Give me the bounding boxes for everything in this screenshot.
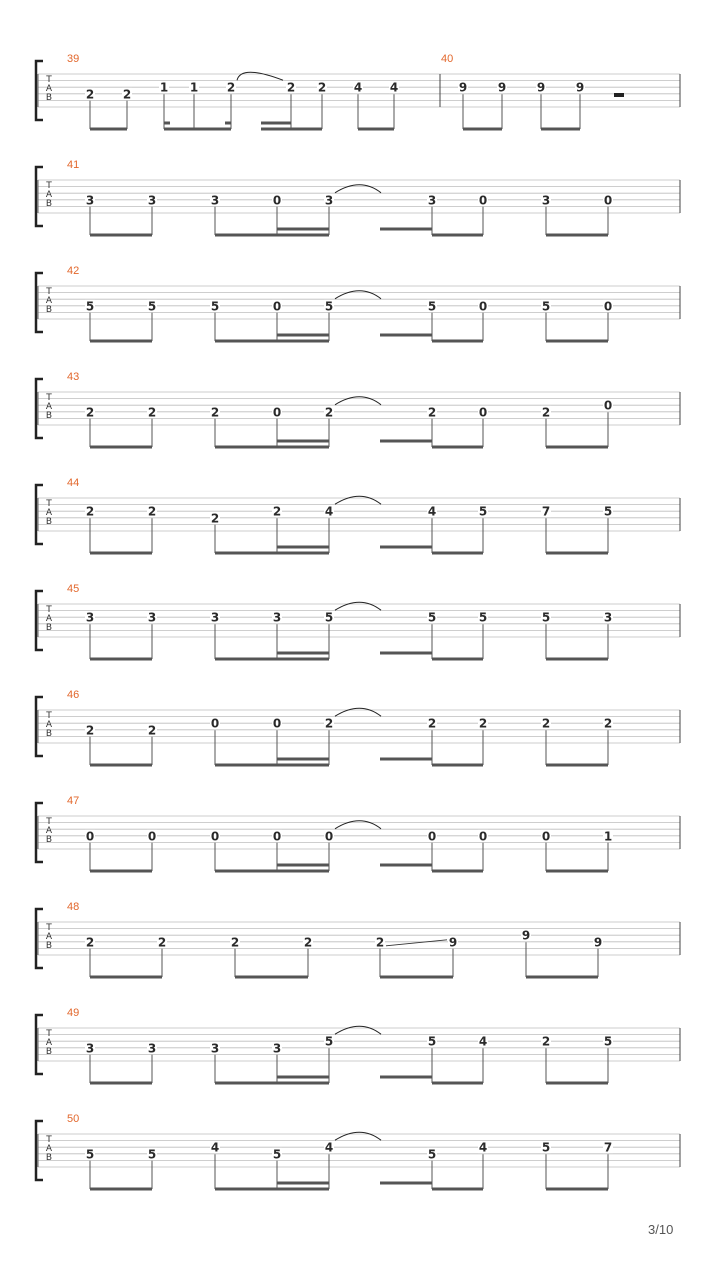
system-bracket xyxy=(36,167,43,226)
fret-number: 5 xyxy=(541,610,551,625)
fret-number: 4 xyxy=(210,1140,220,1155)
system-bracket xyxy=(36,591,43,650)
measure-number: 47 xyxy=(67,795,80,807)
fret-number: 0 xyxy=(603,299,613,314)
tab-clef-letter: A xyxy=(45,1038,53,1048)
fret-number: 3 xyxy=(210,610,220,625)
tie-arc xyxy=(335,496,381,504)
tab-clef-letter: T xyxy=(46,711,52,721)
fret-number: 5 xyxy=(541,299,551,314)
fret-number: 4 xyxy=(389,80,399,95)
tie-arc xyxy=(335,185,381,193)
fret-number: 9 xyxy=(593,935,603,950)
fret-number: 2 xyxy=(157,935,167,950)
fret-number: 0 xyxy=(478,829,488,844)
fret-number: 0 xyxy=(478,405,488,420)
fret-number: 9 xyxy=(575,80,585,95)
measure-number: 48 xyxy=(67,901,80,913)
fret-number: 3 xyxy=(85,1041,95,1056)
system-bracket xyxy=(36,379,43,438)
fret-number: 0 xyxy=(427,829,437,844)
fret-number: 2 xyxy=(210,511,220,526)
tab-clef-letter: T xyxy=(46,181,52,191)
tab-clef-letter: A xyxy=(45,720,53,730)
fret-number: 5 xyxy=(478,610,488,625)
tie-arc xyxy=(237,72,283,80)
tab-clef-letter: B xyxy=(45,729,53,739)
measure-number: 45 xyxy=(67,583,80,595)
fret-number: 2 xyxy=(427,716,437,731)
half-rest xyxy=(614,93,624,97)
fret-number: 0 xyxy=(272,829,282,844)
fret-number: 2 xyxy=(427,405,437,420)
fret-number: 4 xyxy=(478,1140,488,1155)
fret-number: 3 xyxy=(85,610,95,625)
tab-clef-letter: A xyxy=(45,296,53,306)
fret-number: 5 xyxy=(603,504,613,519)
tab-clef-letter: B xyxy=(45,1153,53,1163)
tie-arc xyxy=(335,1026,381,1034)
fret-number: 2 xyxy=(122,87,132,102)
fret-number: 4 xyxy=(353,80,363,95)
fret-number: 5 xyxy=(147,1147,157,1162)
tab-clef-letter: T xyxy=(46,923,52,933)
tab-clef-letter: T xyxy=(46,287,52,297)
tab-clef-letter: A xyxy=(45,1144,53,1154)
fret-number: 5 xyxy=(541,1140,551,1155)
fret-number: 3 xyxy=(210,1041,220,1056)
fret-number: 4 xyxy=(324,1140,334,1155)
tab-clef-letter: A xyxy=(45,84,53,94)
page-number: 3/10 xyxy=(648,1222,674,1237)
fret-number: 2 xyxy=(317,80,327,95)
fret-number: 1 xyxy=(603,829,613,844)
tab-clef-letter: T xyxy=(46,393,52,403)
tab-clef-letter: T xyxy=(46,605,52,615)
tab-clef-letter: A xyxy=(45,932,53,942)
measure-number: 40 xyxy=(441,53,454,65)
fret-number: 2 xyxy=(85,504,95,519)
tab-clef-letter: T xyxy=(46,75,52,85)
fret-number: 3 xyxy=(324,193,334,208)
fret-number: 3 xyxy=(541,193,551,208)
system-bracket xyxy=(36,909,43,968)
fret-number: 0 xyxy=(272,716,282,731)
measure-number: 49 xyxy=(67,1007,80,1019)
fret-number: 3 xyxy=(147,193,157,208)
fret-number: 9 xyxy=(448,935,458,950)
fret-number: 5 xyxy=(427,299,437,314)
fret-number: 2 xyxy=(85,723,95,738)
fret-number: 2 xyxy=(85,935,95,950)
fret-number: 0 xyxy=(210,829,220,844)
tab-clef-letter: B xyxy=(45,93,53,103)
fret-number: 2 xyxy=(226,80,236,95)
fret-number: 2 xyxy=(324,405,334,420)
fret-number: 3 xyxy=(210,193,220,208)
fret-number: 9 xyxy=(458,80,468,95)
slide-line xyxy=(386,940,447,946)
fret-number: 7 xyxy=(541,504,551,519)
system-bracket xyxy=(36,485,43,544)
tab-clef-letter: B xyxy=(45,835,53,845)
system-bracket xyxy=(36,803,43,862)
fret-number: 5 xyxy=(427,1034,437,1049)
tab-clef-letter: B xyxy=(45,1047,53,1057)
fret-number: 7 xyxy=(603,1140,613,1155)
measure-number: 50 xyxy=(67,1113,80,1125)
fret-number: 3 xyxy=(147,1041,157,1056)
fret-number: 2 xyxy=(541,716,551,731)
system-bracket xyxy=(36,273,43,332)
fret-number: 5 xyxy=(324,1034,334,1049)
tab-clef-letter: A xyxy=(45,508,53,518)
tie-arc xyxy=(335,708,381,716)
fret-number: 3 xyxy=(147,610,157,625)
fret-number: 2 xyxy=(272,504,282,519)
tab-clef-letter: B xyxy=(45,623,53,633)
fret-number: 1 xyxy=(159,80,169,95)
tie-arc xyxy=(335,602,381,610)
fret-number: 9 xyxy=(497,80,507,95)
tab-clef-letter: B xyxy=(45,411,53,421)
tab-clef-letter: T xyxy=(46,1029,52,1039)
measure-number: 42 xyxy=(67,265,80,277)
fret-number: 0 xyxy=(603,193,613,208)
fret-number: 5 xyxy=(427,1147,437,1162)
tie-arc xyxy=(335,397,381,405)
fret-number: 2 xyxy=(286,80,296,95)
fret-number: 0 xyxy=(85,829,95,844)
fret-number: 2 xyxy=(85,405,95,420)
fret-number: 2 xyxy=(478,716,488,731)
fret-number: 2 xyxy=(147,723,157,738)
fret-number: 2 xyxy=(603,716,613,731)
tie-arc xyxy=(335,821,381,829)
measure-number: 39 xyxy=(67,53,80,65)
tab-clef-letter: A xyxy=(45,402,53,412)
fret-number: 2 xyxy=(541,1034,551,1049)
tab-clef-letter: B xyxy=(45,941,53,951)
tab-clef-letter: B xyxy=(45,305,53,315)
tab-clef-letter: T xyxy=(46,499,52,509)
fret-number: 9 xyxy=(521,928,531,943)
fret-number: 2 xyxy=(147,405,157,420)
fret-number: 2 xyxy=(210,405,220,420)
system-bracket xyxy=(36,1015,43,1074)
fret-number: 5 xyxy=(478,504,488,519)
fret-number: 4 xyxy=(427,504,437,519)
tie-arc xyxy=(335,1132,381,1140)
tab-clef-letter: B xyxy=(45,517,53,527)
fret-number: 2 xyxy=(85,87,95,102)
tab-clef-letter: T xyxy=(46,817,52,827)
fret-number: 5 xyxy=(324,299,334,314)
system-bracket xyxy=(36,61,43,120)
fret-number: 2 xyxy=(375,935,385,950)
measure-number: 41 xyxy=(67,159,80,171)
fret-number: 5 xyxy=(272,1147,282,1162)
fret-number: 0 xyxy=(478,299,488,314)
measure-number: 44 xyxy=(67,477,80,489)
fret-number: 0 xyxy=(478,193,488,208)
system-bracket xyxy=(36,697,43,756)
tab-clef-letter: A xyxy=(45,614,53,624)
fret-number: 3 xyxy=(427,193,437,208)
fret-number: 0 xyxy=(210,716,220,731)
tab-clef-letter: A xyxy=(45,190,53,200)
tab-clef-letter: B xyxy=(45,199,53,209)
fret-number: 5 xyxy=(85,1147,95,1162)
fret-number: 2 xyxy=(230,935,240,950)
measure-number: 46 xyxy=(67,689,80,701)
fret-number: 5 xyxy=(603,1034,613,1049)
fret-number: 0 xyxy=(541,829,551,844)
fret-number: 5 xyxy=(210,299,220,314)
fret-number: 5 xyxy=(85,299,95,314)
fret-number: 2 xyxy=(541,405,551,420)
fret-number: 1 xyxy=(189,80,199,95)
fret-number: 5 xyxy=(427,610,437,625)
fret-number: 2 xyxy=(147,504,157,519)
tie-arc xyxy=(335,291,381,299)
fret-number: 9 xyxy=(536,80,546,95)
tab-clef-letter: T xyxy=(46,1135,52,1145)
tab-clef-letter: A xyxy=(45,826,53,836)
fret-number: 2 xyxy=(303,935,313,950)
fret-number: 0 xyxy=(324,829,334,844)
fret-number: 0 xyxy=(272,193,282,208)
fret-number: 3 xyxy=(85,193,95,208)
fret-number: 3 xyxy=(272,1041,282,1056)
fret-number: 4 xyxy=(324,504,334,519)
fret-number: 3 xyxy=(603,610,613,625)
measure-number: 43 xyxy=(67,371,80,383)
fret-number: 0 xyxy=(272,299,282,314)
fret-number: 3 xyxy=(272,610,282,625)
fret-number: 4 xyxy=(478,1034,488,1049)
fret-number: 0 xyxy=(603,398,613,413)
fret-number: 5 xyxy=(147,299,157,314)
system-bracket xyxy=(36,1121,43,1180)
fret-number: 0 xyxy=(272,405,282,420)
fret-number: 2 xyxy=(324,716,334,731)
fret-number: 5 xyxy=(324,610,334,625)
fret-number: 0 xyxy=(147,829,157,844)
